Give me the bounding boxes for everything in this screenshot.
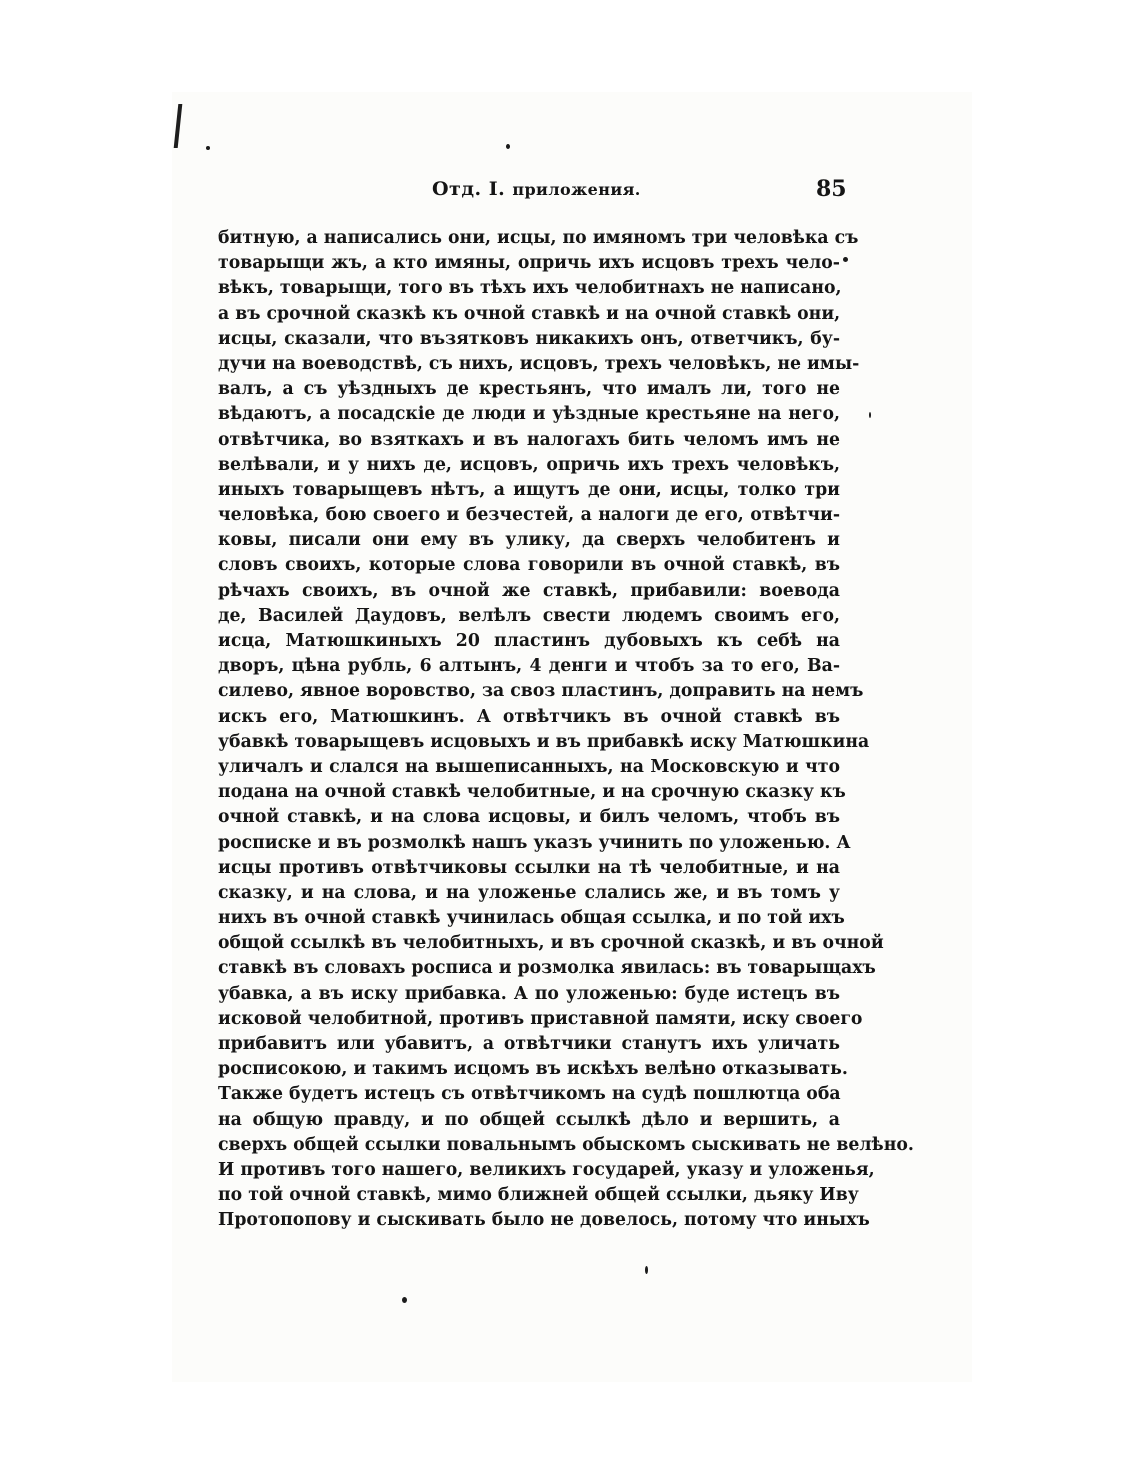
scan-speck	[843, 257, 848, 262]
text-line: по той очной ставкѣ, мимо ближней общей ссылки, дьяку Иву	[218, 1185, 859, 1206]
running-head-prefix: Отд. I.	[432, 178, 506, 200]
running-head-section: приложения.	[512, 180, 641, 199]
text-line: общой ссылкѣ въ челобитныхъ, и въ срочной сказкѣ, и въ очной	[218, 933, 884, 954]
text-line: битную, а написались они, исцы, по имяномъ три человѣка съ	[218, 228, 859, 248]
text-line: ставкѣ въ словахъ росписа и розмолка явилась: въ товарыщахъ	[218, 958, 876, 979]
text-line: исца, Матюшкиныхъ 20 пластинъ дубовыхъ къ себѣ на	[218, 631, 840, 651]
text-line: исцы, сказали, что възятковъ никакихъ онъ, ответчикъ, бу-	[218, 328, 840, 349]
text-line: силево, явное воровство, за своз пластинъ, доправить на немъ	[218, 681, 864, 702]
text-line: на общую правду, и по общей ссылкѣ дѣло и вершить, а	[218, 1109, 840, 1130]
text-line: вѣкъ, товарыщи, того въ тѣхъ ихъ челобитнахъ не написано,	[218, 278, 842, 299]
text-line: убавкѣ товарыщевъ исцовыхъ и въ прибавкѣ иску Матюшкина	[218, 731, 870, 752]
text-line: валъ, а съ уѣздныхъ де крестьянъ, что ималъ ли, того не	[218, 379, 840, 400]
text-line: подана на очной ставкѣ челобитные, и на срочную сказку къ	[218, 782, 846, 803]
text-line: прибавитъ или убавитъ, а отвѣтчики станутъ ихъ уличать	[218, 1034, 840, 1054]
text-line: искъ его, Матюшкинъ. А отвѣтчикъ въ очной ставкѣ въ	[218, 706, 840, 727]
text-line: сверхъ общей ссылки повальнымъ обыскомъ сыскивать не велѣно.	[218, 1134, 914, 1155]
scan-speck	[645, 1266, 648, 1274]
text-line: уличалъ и слался на вышеписанныхъ, на Московскую и что	[218, 756, 840, 777]
text-line: сказку, и на слова, и на уложенье слались же, и въ томъ у	[218, 882, 840, 903]
scan-speck	[206, 146, 210, 150]
scan-speck	[869, 412, 871, 418]
text-line: дворъ, цѣна рубль, 6 алтынъ, 4 денги и чтобъ за то его, Ва-	[218, 656, 840, 677]
scan-speck	[506, 144, 510, 149]
text-line: нихъ въ очной ставкѣ учинилась общая ссылка, и по той ихъ	[218, 908, 845, 929]
text-line: Также будетъ истецъ съ отвѣтчикомъ на судѣ пошлютца оба	[218, 1084, 841, 1105]
text-line: ковы, писали они ему въ улику, да сверхъ челобитенъ и	[218, 530, 840, 551]
text-line: И противъ того нашего, великихъ государей, указу и уложенья,	[218, 1159, 875, 1180]
text-line: де, Василей Даудовъ, велѣлъ свести людемъ своимъ его,	[218, 605, 840, 626]
text-line: росписокою, и такимъ исцомъ въ искѣхъ велѣно отказывать.	[218, 1059, 848, 1080]
text-line: очной ставкѣ, и на слова исцовы, и билъ челомъ, чтобъ въ	[218, 807, 840, 828]
text-line: дучи на воеводствѣ, съ нихъ, исцовъ, трехъ человѣкъ, не имы-	[218, 353, 860, 374]
text-line: товарыщи жъ, а кто имяны, опричь ихъ исцовъ трехъ чело-	[218, 253, 840, 274]
text-line: словъ своихъ, которые слова говорили въ очной ставкѣ, въ	[218, 555, 840, 576]
text-line: отвѣтчика, во взяткахъ и въ налогахъ бить челомъ имъ не	[218, 429, 840, 450]
page-number: 85	[816, 176, 847, 202]
text-line: Протопопову и сыскивать было не довелось, потому что иныхъ	[218, 1210, 870, 1231]
text-line: исковой челобитной, противъ приставной памяти, иску своего	[218, 1008, 863, 1029]
scan-speck	[402, 1297, 407, 1303]
text-line: вѣдаютъ, а посадскіе де люди и уѣздные крестьяне на него,	[218, 404, 840, 425]
text-line: человѣка, бою своего и безчестей, а налоги де его, отвѣтчи-	[218, 505, 840, 526]
text-line: убавка, а въ иску прибавка. А по уложенью: буде истецъ въ	[218, 983, 840, 1004]
text-line: исцы противъ отвѣтчиковы ссылки на тѣ челобитные, и на	[218, 857, 840, 878]
text-line: рѣчахъ своихъ, въ очной же ставкѣ, прибавили: воевода	[218, 580, 840, 601]
text-line: а въ срочной сказкѣ къ очной ставкѣ и на очной ставкѣ они,	[218, 303, 841, 324]
text-line: велѣвали, и у нихъ де, исцовъ, опричь ихъ трехъ человѣкъ,	[218, 454, 840, 475]
running-head	[432, 178, 641, 200]
body-text	[218, 226, 914, 1234]
text-line: иныхъ товарыщевъ нѣтъ, а ищутъ де они, исцы, толко три	[218, 479, 840, 500]
text-line: росписке и въ розмолкѣ нашъ указъ учинить по уложенью. А	[218, 832, 851, 853]
